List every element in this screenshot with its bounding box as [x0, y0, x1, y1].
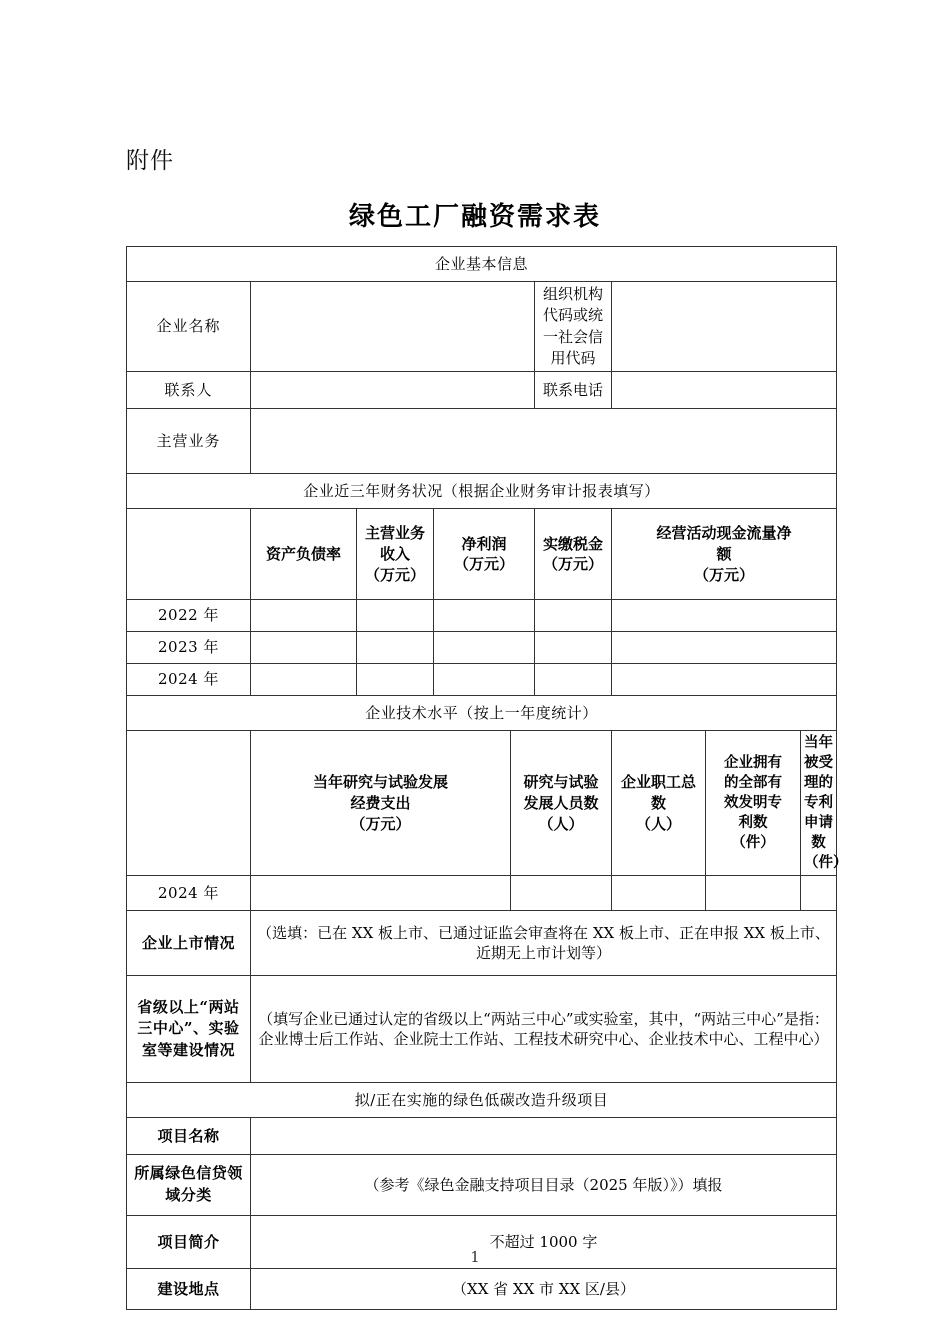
- credit-category-label: 所属绿色信贷领域分类: [127, 1155, 251, 1216]
- tech-col-total-employees-line-0: 企业职工总: [620, 773, 696, 792]
- page-title: 绿色工厂融资需求表: [348, 202, 601, 232]
- contact-label: 联系人: [127, 372, 251, 409]
- financial-cell-2024-cashflow[interactable]: [612, 664, 837, 696]
- table-row-credit-category: [127, 1155, 837, 1216]
- tech-col-rd-expenditure-line-0: 当年研究与试验发展: [312, 773, 448, 792]
- tech-col-patent-applications-line-3: （件）: [804, 854, 848, 872]
- table-row-section-project: [127, 1083, 837, 1118]
- tech-col-rd-personnel-line-1: 发展人员数: [523, 793, 599, 812]
- phone-label: 联系电话: [535, 372, 612, 409]
- financial-col-asset-liability-line-0: 资产负债率: [265, 544, 341, 563]
- listing-status-note: （选填：已在 XX 板上市、已通过证监会审查将在 XX 板上市、正在申报 XX 板上市、近期无上市计划等）: [251, 911, 837, 976]
- tech-col-valid-patents-line-3: 利数: [738, 814, 768, 832]
- financial-cell-2022-net-profit[interactable]: [434, 600, 535, 632]
- financial-year-2023: 2023 年: [127, 632, 251, 664]
- table-row-section-financials: [127, 474, 837, 509]
- green-factory-financing-form: [126, 246, 848, 1310]
- financial-cell-2024-revenue[interactable]: [357, 664, 434, 696]
- tech-col-rd-expenditure: [251, 731, 511, 876]
- financial-cell-2023-revenue[interactable]: [357, 632, 434, 664]
- org-code-label: 组织机构代码或统一社会信用代码: [535, 282, 612, 372]
- table-row-financial-headers: [127, 509, 837, 600]
- financial-col-revenue-line-0: 主营业务: [364, 524, 425, 543]
- financial-cell-2023-cashflow[interactable]: [612, 632, 837, 664]
- tech-cell-2024-valid-patents[interactable]: [706, 876, 801, 911]
- tech-cell-2024-total-employees[interactable]: [612, 876, 706, 911]
- tech-col-valid-patents-line-4: （件）: [731, 834, 775, 852]
- platforms-note: （填写企业已通过认定的省级以上“两站三中心”或实验室，其中，“两站三中心”是指：企业博士后工作站、企业院士工作站、工程技术研究中心、企业技术中心、工程中心）: [251, 976, 837, 1083]
- credit-category-note: （参考《绿色金融支持项目目录（2025 年版）》）填报: [251, 1155, 837, 1216]
- tech-col-valid-patents-line-1: 的全部有: [724, 774, 782, 792]
- tech-col-valid-patents: [706, 731, 801, 876]
- financial-cell-2022-asset-liability[interactable]: [251, 600, 357, 632]
- financial-col-cashflow-line-2: （万元）: [694, 565, 755, 584]
- financial-cell-2022-revenue[interactable]: [357, 600, 434, 632]
- project-summary-label: 项目简介: [127, 1216, 251, 1269]
- financial-col-revenue-line-2: （万元）: [364, 565, 425, 584]
- table-row: [127, 664, 837, 696]
- org-code-value[interactable]: [612, 282, 837, 372]
- tech-col-rd-expenditure-line-1: 经费支出: [350, 793, 411, 812]
- financial-col-cashflow-line-1: 额: [716, 544, 732, 563]
- company-name-value[interactable]: [251, 282, 535, 372]
- financial-col-cashflow-line-0: 经营活动现金流量净: [656, 524, 792, 543]
- financial-cell-2024-asset-liability[interactable]: [251, 664, 357, 696]
- tech-col-valid-patents-line-2: 效发明专: [724, 794, 782, 812]
- financial-cell-2024-net-profit[interactable]: [434, 664, 535, 696]
- financial-col-asset-liability: [251, 509, 357, 600]
- tech-col-rd-personnel: [511, 731, 612, 876]
- table-row-project-name: [127, 1118, 837, 1155]
- financial-col-net-profit: [434, 509, 535, 600]
- table-row: [127, 600, 837, 632]
- financial-col-net-profit-line-1: （万元）: [453, 555, 514, 574]
- tech-col-patent-applications-line-0: 当年被受: [804, 734, 833, 772]
- phone-value[interactable]: [612, 372, 837, 409]
- page-number: 1: [470, 1248, 480, 1266]
- listing-status-label: 企业上市情况: [127, 911, 251, 976]
- tech-cell-2024-rd-personnel[interactable]: [511, 876, 612, 911]
- contact-value[interactable]: [251, 372, 535, 409]
- financial-cell-2023-asset-liability[interactable]: [251, 632, 357, 664]
- tech-col-patent-applications: [801, 731, 848, 876]
- platforms-label: 省级以上“两站三中心”、实验室等建设情况: [127, 976, 251, 1083]
- section-header-financials: 企业近三年财务状况（根据企业财务审计报表填写）: [127, 474, 837, 509]
- table-row: [127, 632, 837, 664]
- main-business-value[interactable]: [251, 409, 837, 474]
- financial-year-2022: 2022 年: [127, 600, 251, 632]
- financial-col-revenue-line-1: 收入: [379, 544, 410, 563]
- tech-col-valid-patents-line-0: 企业拥有: [724, 754, 782, 772]
- tech-col-total-employees: [612, 731, 706, 876]
- financial-cell-2022-cashflow[interactable]: [612, 600, 837, 632]
- financial-year-2024: 2024 年: [127, 664, 251, 696]
- financial-col-tax-line-1: （万元）: [542, 555, 603, 574]
- section-header-tech-level: 企业技术水平（按上一年度统计）: [127, 696, 837, 731]
- project-name-label: 项目名称: [127, 1118, 251, 1155]
- financial-col-tax-line-0: 实缴税金: [542, 534, 603, 553]
- project-name-value[interactable]: [251, 1118, 837, 1155]
- project-location-note: （XX 省 XX 市 XX 区/县）: [251, 1269, 837, 1310]
- financial-col-tax: [535, 509, 612, 600]
- tech-col-total-employees-line-1: 数: [650, 793, 666, 812]
- financial-cell-2024-tax[interactable]: [535, 664, 612, 696]
- tech-col-patent-applications-line-1: 理的专利: [804, 774, 833, 812]
- project-summary-note: 不超过 1000 字: [251, 1216, 837, 1269]
- project-location-label: 建设地点: [127, 1269, 251, 1310]
- tech-col-rd-expenditure-line-2: （万元）: [350, 814, 411, 833]
- tech-col-rd-personnel-line-2: （人）: [538, 814, 584, 833]
- table-row-company-name: [127, 282, 837, 372]
- table-row: [127, 876, 837, 911]
- financial-cell-2023-net-profit[interactable]: [434, 632, 535, 664]
- table-row-listing-status: [127, 911, 837, 976]
- main-business-label: 主营业务: [127, 409, 251, 474]
- tech-col-0: [127, 731, 251, 876]
- table-row-project-location: [127, 1269, 837, 1310]
- table-row-main-business: [127, 409, 837, 474]
- attachment-label: 附件: [126, 148, 174, 174]
- financial-cell-2023-tax[interactable]: [535, 632, 612, 664]
- tech-col-rd-personnel-line-0: 研究与试验: [523, 773, 599, 792]
- financial-col-0: [127, 509, 251, 600]
- financial-cell-2022-tax[interactable]: [535, 600, 612, 632]
- table-row-tech-headers: [127, 731, 837, 876]
- table-row-contact: [127, 372, 837, 409]
- company-name-label: 企业名称: [127, 282, 251, 372]
- tech-col-patent-applications-line-2: 申请数: [804, 814, 833, 852]
- financial-col-net-profit-line-0: 净利润: [461, 534, 507, 553]
- section-header-project: 拟/正在实施的绿色低碳改造升级项目: [127, 1083, 837, 1118]
- tech-year-2024: 2024 年: [127, 876, 251, 911]
- tech-cell-2024-patent-applications[interactable]: [801, 876, 837, 911]
- tech-cell-2024-rd-expenditure[interactable]: [251, 876, 511, 911]
- table-row-section-basic-info: [127, 247, 837, 282]
- financial-col-cashflow: [612, 509, 837, 600]
- table-row-section-tech-level: [127, 696, 837, 731]
- tech-col-total-employees-line-2: （人）: [635, 814, 681, 833]
- financial-col-revenue: [357, 509, 434, 600]
- section-header-basic-info: 企业基本信息: [127, 247, 837, 282]
- table-row-platforms: [127, 976, 837, 1083]
